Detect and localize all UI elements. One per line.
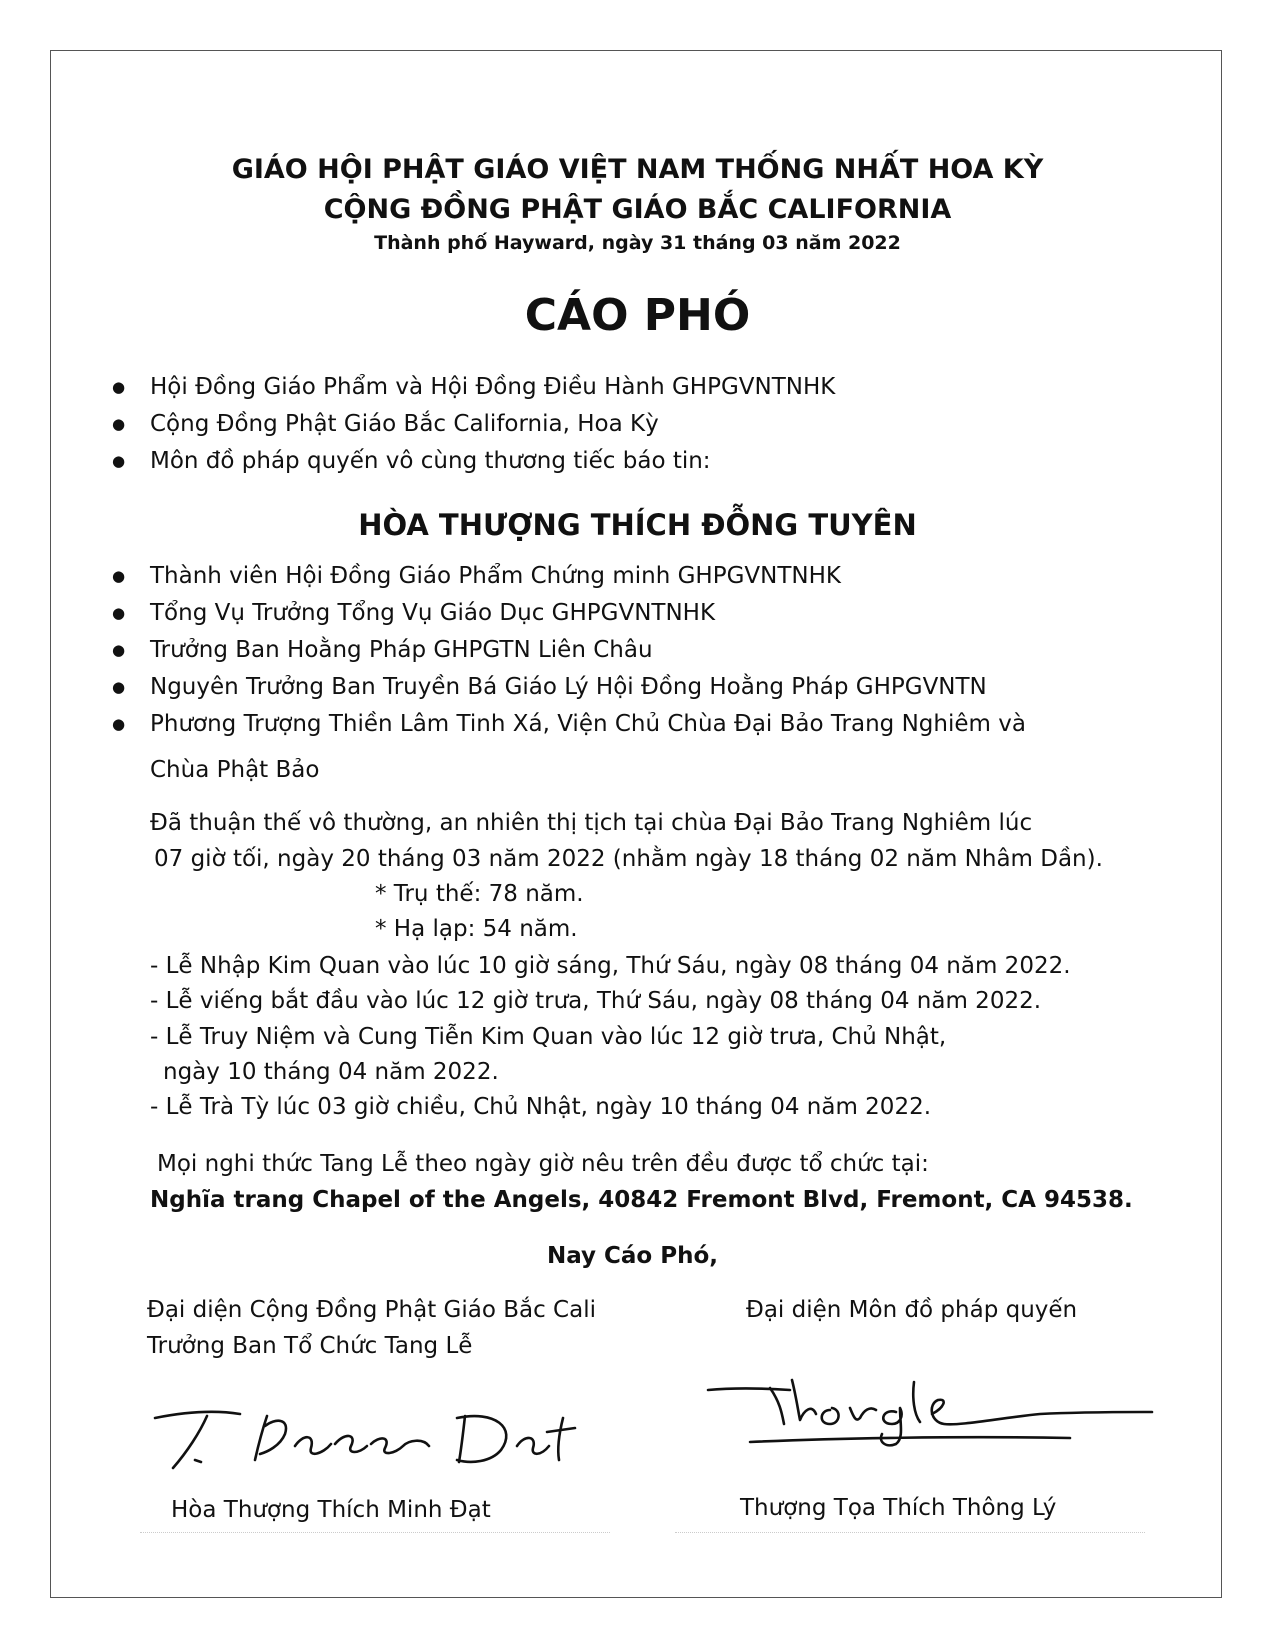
community-name: CỘNG ĐỒNG PHẬT GIÁO BẮC CALIFORNIA xyxy=(323,194,952,225)
organization-name: GIÁO HỘI PHẬT GIÁO VIỆT NAM THỐNG NHẤT HOA KỲ xyxy=(231,154,1044,185)
passing-line-2: 07 giờ tối, ngày 20 tháng 03 năm 2022 (nhằm ngày 18 tháng 02 năm Nhâm Dần). xyxy=(154,846,1103,872)
signature-divider xyxy=(140,1532,610,1533)
positions-list xyxy=(112,558,1026,743)
ceremony-line: - Lễ Trà Tỳ lúc 03 giờ chiều, Chủ Nhật, ngày 10 tháng 04 năm 2022. xyxy=(150,1094,932,1120)
left-signatory-name: Hòa Thượng Thích Minh Đạt xyxy=(171,1497,491,1523)
deceased-name: HÒA THƯỢNG THÍCH ĐỖNG TUYÊN xyxy=(358,508,917,542)
left-signatory-role: Đại diện Cộng Đồng Phật Giáo Bắc Cali xyxy=(147,1297,596,1323)
age-line: * Trụ thế: 78 năm. xyxy=(375,881,584,907)
list-item: ● Hội Đồng Giáo Phẩm và Hội Đồng Điều Hành GHPGVNTNHK xyxy=(112,369,835,406)
ceremony-line: - Lễ Truy Niệm và Cung Tiễn Kim Quan vào lúc 12 giờ trưa, Chủ Nhật, xyxy=(150,1024,947,1050)
passing-line-1: Đã thuận thế vô thường, an nhiên thị tịch tại chùa Đại Bảo Trang Nghiêm lúc xyxy=(150,810,1033,836)
left-signatory-role: Trưởng Ban Tổ Chức Tang Lễ xyxy=(147,1333,473,1359)
ceremony-line: - Lễ viếng bắt đầu vào lúc 12 giờ trưa, Thứ Sáu, ngày 08 tháng 04 năm 2022. xyxy=(150,988,1042,1014)
document-title: CÁO PHÓ xyxy=(524,290,751,341)
list-item: ● Cộng Đồng Phật Giáo Bắc California, Hoa Kỳ xyxy=(112,406,835,443)
list-item: ● Thành viên Hội Đồng Giáo Phẩm Chứng minh GHPGVNTNHK xyxy=(112,558,1026,595)
list-item: ● Trưởng Ban Hoằng Pháp GHPGTN Liên Châu xyxy=(112,632,1026,669)
ceremony-line: ngày 10 tháng 04 năm 2022. xyxy=(163,1059,499,1085)
ceremony-line: - Lễ Nhập Kim Quan vào lúc 10 giờ sáng, Thứ Sáu, ngày 08 tháng 04 năm 2022. xyxy=(150,953,1071,979)
right-signature xyxy=(700,1362,1160,1452)
list-item: ● Môn đồ pháp quyến vô cùng thương tiếc báo tin: xyxy=(112,443,835,480)
position-continuation: Chùa Phật Bảo xyxy=(150,757,320,783)
list-item: ● Tổng Vụ Trưởng Tổng Vụ Giáo Dục GHPGVNTNHK xyxy=(112,595,1026,632)
venue-intro: Mọi nghi thức Tang Lễ theo ngày giờ nêu trên đều được tổ chức tại: xyxy=(157,1151,929,1177)
list-item: ● Nguyên Trưởng Ban Truyền Bá Giáo Lý Hội Đồng Hoằng Pháp GHPGVNTN xyxy=(112,669,1026,706)
signature-divider xyxy=(675,1532,1145,1533)
venue-address: Nghĩa trang Chapel of the Angels, 40842 Fremont Blvd, Fremont, CA 94538. xyxy=(150,1187,1133,1213)
place-date: Thành phố Hayward, ngày 31 tháng 03 năm 2022 xyxy=(374,232,901,254)
closing-line: Nay Cáo Phó, xyxy=(546,1243,719,1269)
list-item: ● Phương Trượng Thiền Lâm Tinh Xá, Viện Chủ Chùa Đại Bảo Trang Nghiêm và xyxy=(112,706,1026,743)
right-signatory-name: Thượng Tọa Thích Thông Lý xyxy=(740,1495,1057,1521)
left-signature xyxy=(145,1388,595,1478)
announcers-list xyxy=(112,369,835,480)
right-signatory-role: Đại diện Môn đồ pháp quyến xyxy=(746,1297,1078,1323)
monastic-years-line: * Hạ lạp: 54 năm. xyxy=(375,916,578,942)
